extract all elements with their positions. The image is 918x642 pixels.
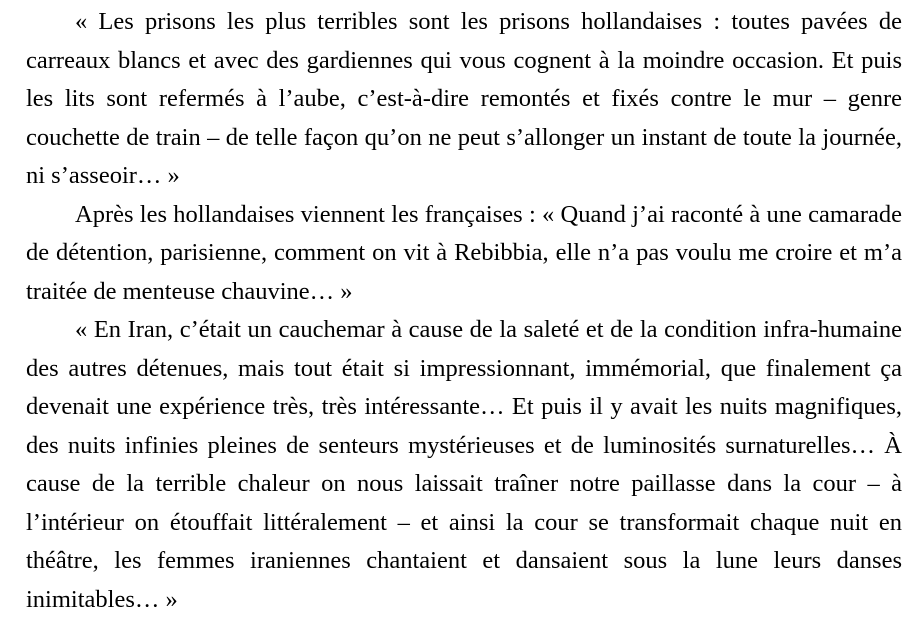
paragraph-2: Après les hollandaises viennent les françaises : « Quand j’ai raconté à une camarade de détention, parisienne, comment on vit à Rebibbia, elle n’a pas voulu me croire et m’a traitée de menteuse chauvine… »	[26, 200, 902, 305]
paragraph-3: « En Iran, c’était un cauchemar à cause de la saleté et de la condition infra-humaine des autres détenues, mais tout était si impressionnant, immémorial, que finalement ça devenait une expérience très, très intéressante… Et puis il y avait les nuits magnifiques, des nuits infinies pleines de senteurs mystérieuses et de luminosités surnaturelles… À cause de la terrible chaleur on nous laissait traîner notre paillasse dans la cour – à l’intérieur on étouffait littéralement – et ainsi la cour se transformait chaque nuit en théâtre, les femmes iraniennes chantaient et dansaient sous la lune leurs danses inimitables… »	[26, 316, 902, 613]
paragraph-1: « Les prisons les plus terribles sont les prisons hollandaises : toutes pavées de carreaux blancs et avec des gardiennes qui vous cognent à la moindre occasion. Et puis les lits sont refermés à l’aube, c’est-à-dire remontés et fixés contre le mur – genre couchette de train – de telle façon qu’on ne peut s’allonger un instant de toute la journée, ni s’asseoir… »	[26, 8, 902, 189]
